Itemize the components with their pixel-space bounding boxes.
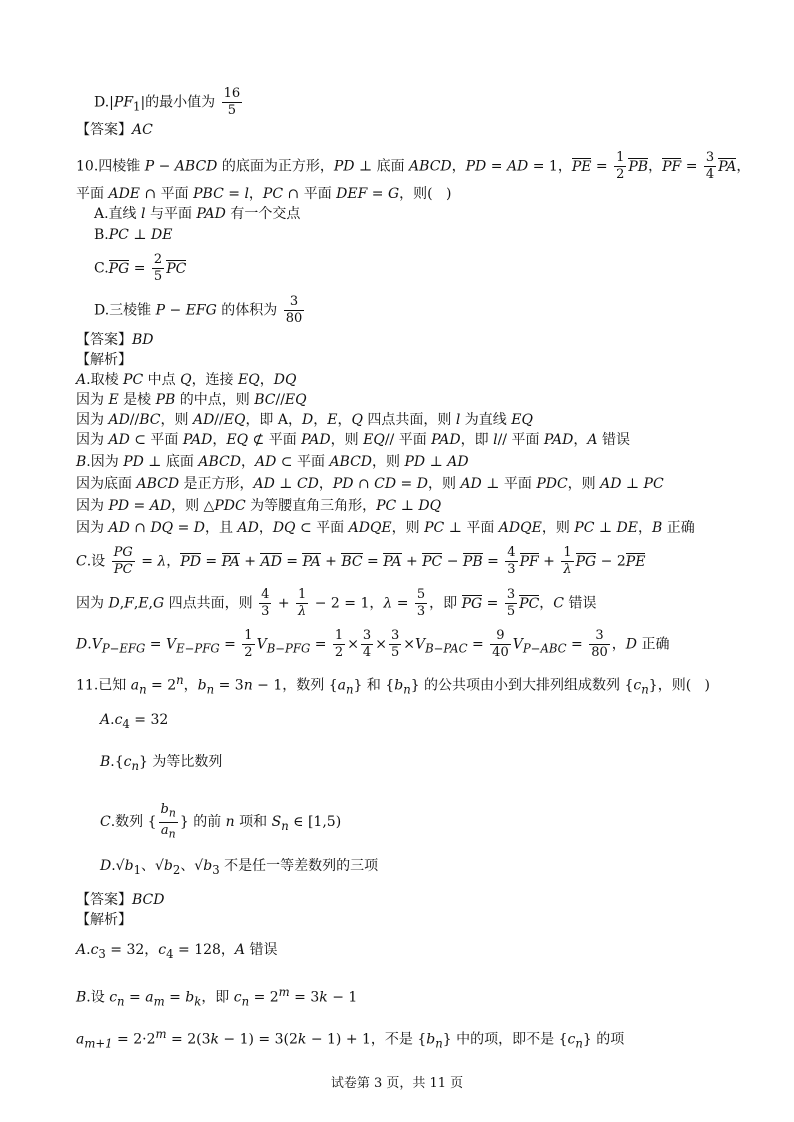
analysis-11-label: 【解析】: [76, 912, 132, 928]
answer-9: 【答案】AC: [76, 122, 153, 138]
analysis-11-b2: $a_{m+1} = 2\cdot 2^m = 2(3k - 1) = 3(2k - 1) + 1$，不是 $\{b_n\}$ 中的项，即不是 $\{c_n\}$ 的项: [76, 1027, 625, 1051]
analysis-10-a2: 因为 E 是棱 PB 的中点，则 BC//EQ: [76, 392, 307, 408]
analysis-10-c2: 因为 D,F,E,G 四点共面，则 $\frac{4}{3}$ + $\frac{1}{\lambda}$ − 2 = 1，λ = $\frac{5}{3}$ ，即 PG = $\frac{3}{5}$ PC，C 错误: [76, 587, 597, 619]
analysis-10-d1: $D.V_{P-EFG} = V_{E-PFG}$ = $\frac{1}{2}$ $V_{B-PFG}$ = $\frac{1}{2}$ × $\frac{3}{4}$ × $\frac{3}{5}$ $\times V_{B-PAC}$ = $\frac{9}{40}$ $V_{P-ABC}$ = $\frac{3}{80}$ ，D 正确: [76, 628, 670, 660]
analysis-10-a4: 因为 AD ⊂ 平面 PAD，EQ ⊄ 平面 PAD，则 EQ// 平面 PAD，即 l// 平面 PAD，A 错误: [76, 432, 630, 448]
page-footer: 试卷第 3 页，共 11 页: [330, 1076, 464, 1091]
analysis-10-a1: A.取棱 PC 中点 Q，连接 EQ，DQ: [76, 372, 297, 388]
analysis-11-a: $A.c_3 = 32$，$c_4 = 128$，A 错误: [76, 942, 278, 961]
option-9d: $D.|PF_1|$的最小值为 $\frac{16}{5}$: [94, 86, 241, 118]
question-10-line-1: 10.四棱锥 P − ABCD 的底面为正方形，PD ⊥ 底面 ABCD，PD = AD = 1，PE = $\frac{1}{2}$ PB，PF = $\frac{3}{4}$ PA，: [76, 150, 751, 182]
analysis-10-b4: 因为 AD ∩ DQ = D，且 AD，DQ ⊂ 平面 ADQE，则 PC ⊥ 平面 ADQE，则 PC ⊥ DE，B 正确: [76, 520, 695, 536]
analysis-10-b1: B.因为 PD ⊥ 底面 ABCD，AD ⊂ 平面 ABCD，则 PD ⊥ AD: [76, 454, 469, 470]
option-11a: $A.c_4 = 32$: [100, 712, 169, 731]
answer-11: 【答案】BCD: [76, 892, 165, 908]
option-11c: C.数列 { $\frac{b_n}{a_n}$ } 的前 n 项和 $S_n$ ∈ [1,5): [100, 802, 342, 841]
analysis-10-a3: 因为 AD//BC，则 AD//EQ，即 A，D，E，Q 四点共面，则 l 为直线 EQ: [76, 412, 533, 428]
analysis-10-b2: 因为底面 ABCD 是正方形，AD ⊥ CD，PD ∩ CD = D，则 AD ⊥ 平面 PDC，则 AD ⊥ PC: [76, 476, 664, 492]
option-10a: A.直线 l 与平面 PAD 有一个交点: [94, 206, 301, 222]
option-10d: D.三棱锥 P − EFG 的体积为 $\frac{3}{80}$: [94, 294, 303, 326]
option-10c: C.PG = $\frac{2}{5}$ PC: [94, 252, 187, 284]
analysis-10-b3: 因为 PD = AD，则 △PDC 为等腰直角三角形，PC ⊥ DQ: [76, 498, 442, 514]
option-11b: $B.\{c_n\}$ 为等比数列: [100, 754, 223, 773]
question-11: 11.已知 $a_n = 2^n$，$b_n = 3n - 1$，数列 $\{a_n\}$ 和 $\{b_n\}$ 的公共项由小到大排列组成数列 $\{c_n\}$，则( ): [76, 673, 710, 697]
analysis-11-b1: B.设 $c_n = a_m = b_k$，即 $c_n = 2^m = 3k - 1$: [76, 985, 358, 1009]
question-10-line-2: 平面 ADE ∩ 平面 PBC = l，PC ∩ 平面 DEF = G，则( ): [76, 186, 452, 202]
analysis-10-c1: C.设 $\frac{PG}{PC}$ = λ，PD = PA + AD = PA + BC = PA + PC − PB = $\frac{4}{3}$ PF + $\frac{1}{\lambda}$ PG − 2PE: [76, 545, 646, 577]
analysis-10-label: 【解析】: [76, 352, 132, 368]
option-11d: $D.√b_1$、$√b_2$、$√b_3$ 不是任一等差数列的三项: [100, 858, 379, 877]
answer-10: 【答案】BD: [76, 332, 154, 348]
option-10b: B.PC ⊥ DE: [94, 227, 173, 243]
